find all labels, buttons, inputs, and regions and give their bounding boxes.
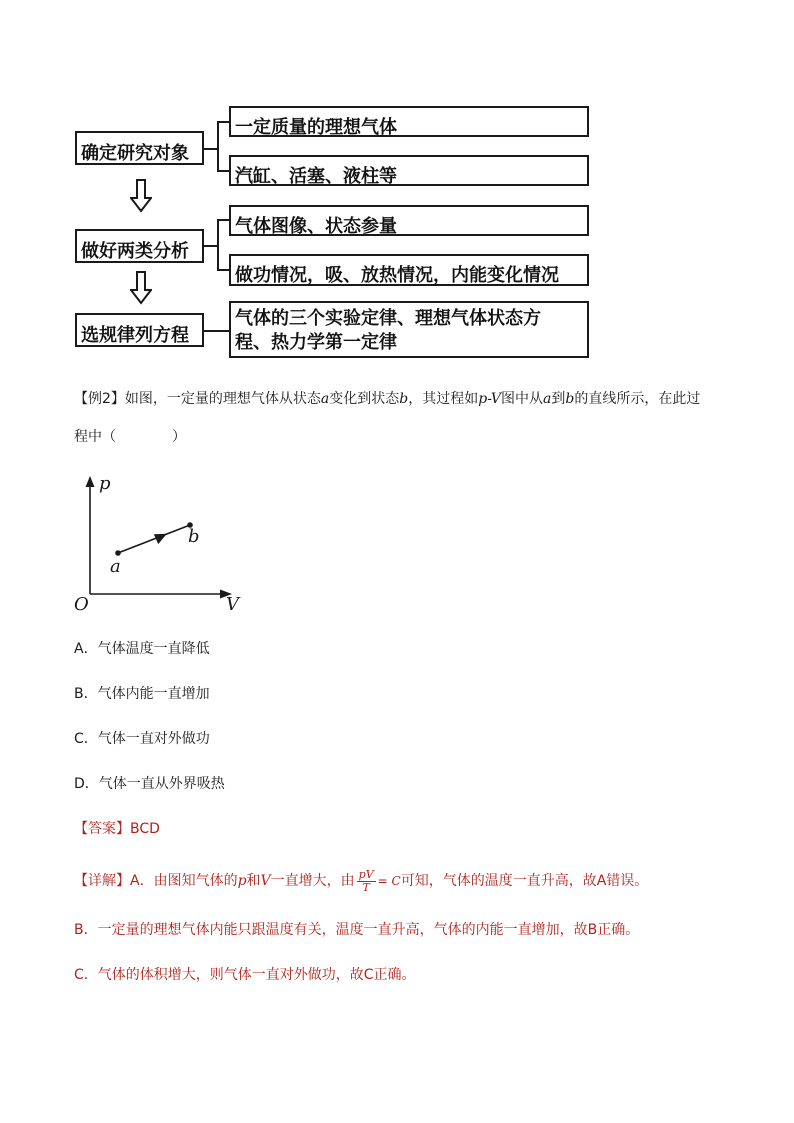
left-box-1-label: 确定研究对象 (81, 143, 189, 164)
right-box-label: 汽缸、活塞、液柱等 (235, 166, 397, 187)
left-box-2 (75, 229, 204, 263)
connector (204, 148, 218, 150)
right-box-label: 做功情况，吸、放热情况，内能变化情况 (235, 265, 559, 286)
equation-rhs: = C (377, 874, 401, 888)
process-line (118, 525, 190, 553)
connector (217, 121, 219, 171)
right-box-label-line2: 程、热力学第一定律 (235, 332, 397, 353)
pv-graph (68, 470, 248, 615)
detail-text: C．气体的体积增大，则气体一直对外做功，故C正确。 (74, 967, 416, 983)
detail-label: 【详解】 (74, 873, 130, 889)
question-text: 变化到状态 (329, 391, 400, 407)
fraction-pv-over-t (357, 869, 376, 894)
left-box-1 (75, 131, 204, 165)
fraction-denominator: T (362, 880, 370, 894)
option-d (74, 774, 225, 794)
point-a (115, 550, 121, 556)
left-box-2-label: 做好两类分析 (81, 241, 189, 262)
connector (217, 170, 229, 172)
y-axis-arrow-icon (86, 476, 95, 487)
question-text: 到 (551, 391, 566, 407)
right-box-work-heat (229, 254, 589, 286)
detail-line-3 (74, 965, 416, 985)
option-c (74, 729, 210, 749)
point-b-label: b (188, 526, 200, 547)
option-a (74, 639, 210, 659)
connector (217, 219, 229, 221)
var-a: a (320, 391, 330, 407)
axis-label-p: p (99, 473, 111, 494)
var-b: b (565, 391, 575, 407)
detail-text: 和 (246, 873, 261, 889)
right-box-gas-graph (229, 205, 589, 236)
var-p: p (237, 873, 247, 889)
detail-text: B．一定量的理想气体内能只跟温度有关，温度一直升高，气体的内能一直增加，故B正确。 (74, 922, 640, 938)
connector (217, 269, 229, 271)
connector (204, 245, 218, 247)
right-box-label: 一定质量的理想气体 (235, 117, 397, 138)
option-a-text: A．气体温度一直降低 (74, 641, 210, 657)
connector (217, 219, 219, 270)
right-box-label: 气体图像、状态参量 (235, 216, 397, 237)
answer-line (74, 819, 160, 839)
option-d-text: D．气体一直从外界吸热 (74, 776, 225, 792)
var-a: a (543, 391, 552, 407)
option-b-text: B．气体内能一直增加 (74, 686, 210, 702)
detail-line-1 (74, 866, 648, 896)
right-box-label-line1: 气体的三个实验定律、理想气体状态方 (235, 308, 541, 329)
left-box-3 (75, 313, 204, 347)
question-line-1 (74, 389, 700, 409)
var-pv: p-V (478, 391, 502, 407)
question-text: 程中（ ） (74, 429, 186, 445)
question-text: 如图，一定量的理想气体从状态 (124, 391, 321, 407)
detail-text: A．由图知气体的 (130, 873, 238, 889)
connector (217, 121, 229, 123)
origin-label: O (74, 594, 89, 615)
question-line-2 (74, 427, 186, 447)
detail-text: 一直增大，由 (270, 873, 355, 889)
var-v: V (260, 873, 271, 889)
example-tag: 【例2】 (74, 391, 125, 407)
question-text: ，其过程如 (408, 391, 479, 407)
question-text: 的直线所示，在此过 (574, 391, 701, 407)
var-b: b (399, 391, 409, 407)
right-box-cylinder (229, 155, 589, 186)
down-arrow-icon (130, 271, 152, 305)
answer-value: BCD (130, 821, 160, 837)
option-b (74, 684, 210, 704)
right-box-laws (229, 301, 589, 358)
right-box-ideal-gas (229, 106, 589, 137)
fraction-numerator: pV (358, 867, 374, 881)
question-text: 图中从 (501, 391, 544, 407)
down-arrow-icon (130, 179, 152, 213)
option-c-text: C．气体一直对外做功 (74, 731, 210, 747)
left-box-3-label: 选规律列方程 (81, 325, 189, 346)
detail-text: 可知，气体的温度一直升高，故A错误。 (400, 873, 649, 889)
point-a-label: a (110, 556, 121, 577)
connector (204, 330, 229, 332)
detail-line-2 (74, 920, 639, 940)
axis-label-v: V (226, 594, 239, 615)
answer-label: 【答案】 (74, 821, 130, 837)
